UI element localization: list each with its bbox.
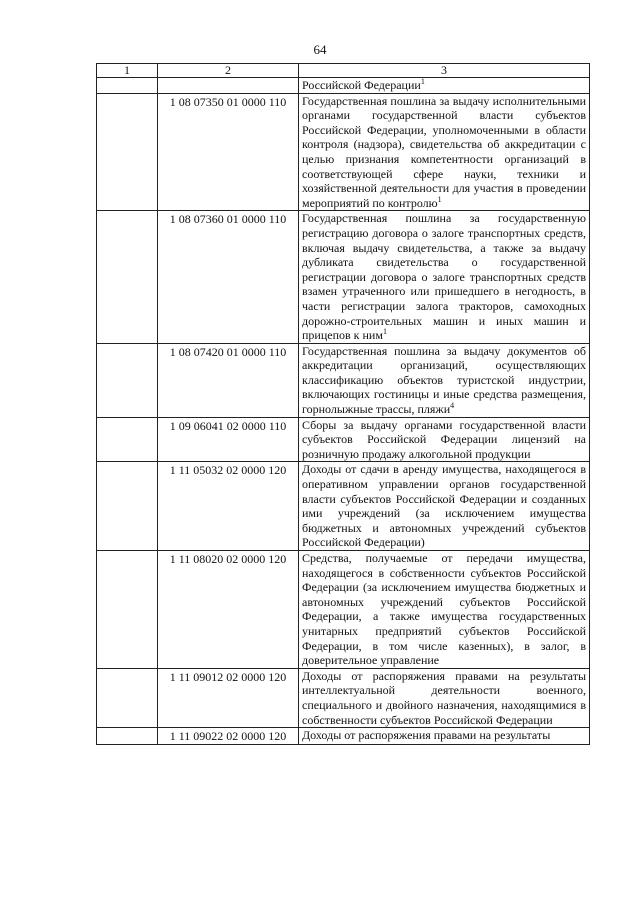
revenue-description: Государственная пошлина за выдачу документов об аккредитации организаций, осуществляющих классификацию объектов туристской индустрии, включающих гостиницы и иные средства размещения, горнолыжные трассы, пляжи$^4$: [299, 343, 590, 417]
table-row: [97, 417, 590, 462]
revenue-description: Средства, получаемые от передачи имущества, находящегося в собственности субъектов Российской Федерации (за исключением имущества бюджетных и автономных учреждений субъектов Российской Федерации, а также имущества государственных унитарных предприятий субъектов Российской Федерации, в том числе казенных), в залог, в доверительное управление: [299, 551, 590, 669]
table-row: [97, 462, 590, 551]
revenue-description: Сборы за выдачу органами государственной власти субъектов Российской Федерации лицензий на розничную продажу алкогольной продукции: [299, 417, 590, 462]
empty-cell: [158, 78, 299, 94]
header-row: [97, 64, 590, 78]
empty-cell: [97, 417, 158, 462]
header-col-1: 1: [97, 64, 158, 78]
header-col-2: 2: [158, 64, 299, 78]
revenue-description: Доходы от сдачи в аренду имущества, находящегося в оперативном управлении органов государственной власти субъектов Российской Федерации и созданных ими учреждений (за исключением имущества бюджетных и автономных учреждений субъектов Российской Федерации): [299, 462, 590, 551]
footnote-marker: 1: [382, 327, 387, 337]
budget-codes-table: [96, 63, 590, 745]
budget-code: 1 11 05032 02 0000 120: [158, 462, 299, 551]
budget-code: 1 08 07360 01 0000 110: [158, 211, 299, 343]
empty-cell: [97, 551, 158, 669]
empty-cell: [97, 668, 158, 727]
budget-code: 1 11 09012 02 0000 120: [158, 668, 299, 727]
empty-cell: [97, 462, 158, 551]
empty-cell: [97, 728, 158, 745]
budget-code: 1 11 08020 02 0000 120: [158, 551, 299, 669]
budget-code: 1 11 09022 02 0000 120: [158, 728, 299, 745]
header-col-3: 3: [299, 64, 590, 78]
table-row: [97, 343, 590, 417]
table-row: [97, 93, 590, 211]
revenue-description: Государственная пошлина за государственную регистрацию договора о залоге транспортных средств, включая выдачу свидетельства, а также за выдачу дубликата свидетельства о государственной регистрации договора о залоге транспортных средств взамен утраченного или пришедшего в негодность, в части регистрации залога тракторов, самоходных дорожно-строительных машин и иных машин и прицепов к ним$^1$: [299, 211, 590, 343]
revenue-description: Государственная пошлина за выдачу исполнительными органами государственной власти субъектов Российской Федерации, уполномоченными в области контроля (надзора), свидетельства об аккредитации с целью признания компетентности организаций в соответствующей сфере науки, техники и хозяйственной деятельности для участия в проведении мероприятий по контролю$^1$: [299, 93, 590, 211]
table-row: [97, 551, 590, 669]
footnote-marker: 1: [437, 194, 442, 204]
table-row: [97, 668, 590, 727]
table-row: [97, 211, 590, 343]
budget-code: 1 08 07420 01 0000 110: [158, 343, 299, 417]
table-row: [97, 728, 590, 745]
empty-cell: [97, 78, 158, 94]
empty-cell: [97, 93, 158, 211]
continuation-text: Российской Федерации$^1$: [299, 78, 590, 94]
revenue-description: Доходы от распоряжения правами на результаты: [299, 728, 590, 745]
page-number: 64: [313, 42, 327, 57]
footnote-marker: 4: [450, 401, 455, 411]
empty-cell: [97, 343, 158, 417]
empty-cell: [97, 211, 158, 343]
revenue-description: Доходы от распоряжения правами на результаты интеллектуальной деятельности военного, специального и двойного назначения, находящимися в собственности субъектов Российской Федерации: [299, 668, 590, 727]
continuation-row: [97, 78, 590, 94]
budget-code: 1 08 07350 01 0000 110: [158, 93, 299, 211]
budget-code: 1 09 06041 02 0000 110: [158, 417, 299, 462]
